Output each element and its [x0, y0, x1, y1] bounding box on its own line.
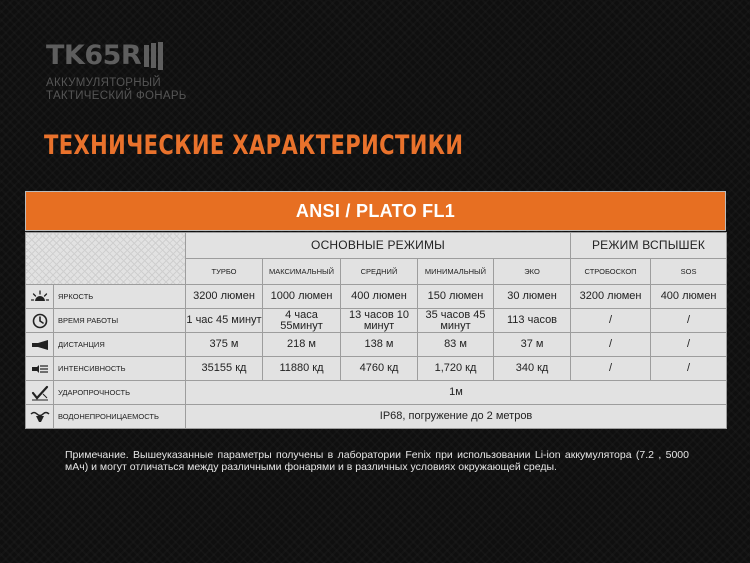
- cell: 3200 люмен: [571, 285, 651, 309]
- cell: /: [571, 357, 651, 381]
- impact-value: 1м: [186, 381, 727, 405]
- cell: 35155 кд: [186, 357, 263, 381]
- row-label: ЯРКОСТЬ: [54, 285, 186, 309]
- cell: 11880 кд: [263, 357, 341, 381]
- cell: /: [571, 309, 651, 333]
- waterproof-icon: [26, 410, 53, 424]
- cell: 4760 кд: [341, 357, 418, 381]
- distance-icon: [26, 339, 53, 351]
- table-row: [26, 381, 727, 405]
- mode-max: МАКСИМАЛЬНЫЙ: [263, 259, 341, 285]
- cell: 1 час 45 минут: [186, 309, 263, 333]
- table-row: [26, 405, 727, 429]
- intensity-icon: [26, 363, 53, 375]
- mode-min: МИНИМАЛЬНЫЙ: [418, 259, 494, 285]
- footnote: Примечание. Вышеуказанные параметры получены в лаборатории Fenix при использовании Li-ion аккумулятора (7.2 , 5000 мАч) и могут отличаться между различными фонарями и в различных условиях окружающей среды.: [65, 449, 689, 473]
- cell: 400 люмен: [341, 285, 418, 309]
- mode-eco: ЭКО: [494, 259, 571, 285]
- impact-icon: [26, 385, 53, 401]
- mode-strobe: СТРОБОСКОП: [571, 259, 651, 285]
- cell: 1,720 кд: [418, 357, 494, 381]
- cell: 113 часов: [494, 309, 571, 333]
- specs-table: [25, 232, 727, 429]
- clock-icon: [26, 313, 53, 329]
- cell: 4 часа 55минут: [263, 309, 341, 333]
- mode-turbo: ТУРБО: [186, 259, 263, 285]
- cell: 1000 люмен: [263, 285, 341, 309]
- cell: /: [651, 309, 727, 333]
- model-name: TK65R: [46, 40, 142, 71]
- table-corner: [26, 233, 186, 285]
- cell: 37 м: [494, 333, 571, 357]
- section-title: ТЕХНИЧЕСКИЕ ХАРАКТЕРИСТИКИ: [44, 130, 464, 161]
- brand-subtitle-line1: АККУМУЛЯТОРНЫЙ: [46, 77, 161, 89]
- cell: 138 м: [341, 333, 418, 357]
- cell: 35 часов 45 минут: [418, 309, 494, 333]
- mode-mid: СРЕДНИЙ: [341, 259, 418, 285]
- row-label: ИНТЕНСИВНОСТЬ: [54, 357, 186, 381]
- table-title: ANSI / PLATO FL1: [25, 191, 726, 231]
- flashlight-bars-icon: [144, 42, 163, 70]
- cell: /: [571, 333, 651, 357]
- cell: 13 часов 10 минут: [341, 309, 418, 333]
- mode-sos: SOS: [651, 259, 727, 285]
- brand-logo: [46, 40, 187, 103]
- cell: 218 м: [263, 333, 341, 357]
- table-row: [26, 309, 727, 333]
- row-label: УДАРОПРОЧНОСТЬ: [54, 381, 186, 405]
- group-flash-modes: РЕЖИМ ВСПЫШЕК: [571, 233, 727, 259]
- table-row: [26, 357, 727, 381]
- cell: /: [651, 357, 727, 381]
- cell: /: [651, 333, 727, 357]
- cell: 83 м: [418, 333, 494, 357]
- cell: 30 люмен: [494, 285, 571, 309]
- cell: 375 м: [186, 333, 263, 357]
- cell: 400 люмен: [651, 285, 727, 309]
- brightness-icon: [26, 290, 53, 304]
- row-label: ВРЕМЯ РАБОТЫ: [54, 309, 186, 333]
- waterproof-value: IP68, погружение до 2 метров: [186, 405, 727, 429]
- cell: 3200 люмен: [186, 285, 263, 309]
- row-label: ДИСТАНЦИЯ: [54, 333, 186, 357]
- table-row: [26, 333, 727, 357]
- group-main-modes: ОСНОВНЫЕ РЕЖИМЫ: [186, 233, 571, 259]
- cell: 340 кд: [494, 357, 571, 381]
- table-row: [26, 285, 727, 309]
- cell: 150 люмен: [418, 285, 494, 309]
- row-label: ВОДОНЕПРОНИЦАЕМОСТЬ: [54, 405, 186, 429]
- brand-subtitle-line2: ТАКТИЧЕСКИЙ ФОНАРЬ: [46, 90, 187, 102]
